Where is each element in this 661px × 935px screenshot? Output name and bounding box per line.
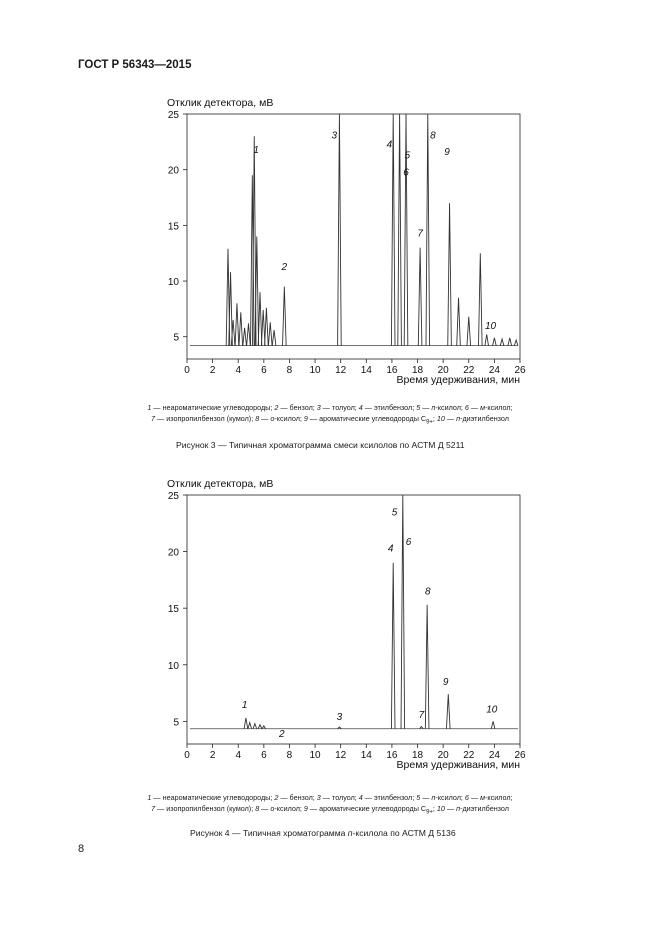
chromatogram-peak (491, 721, 495, 728)
legend-text: — (259, 804, 271, 813)
legend-text: — неароматические углеводороды; (151, 793, 275, 802)
legend-text: — (420, 403, 432, 412)
legend-text: -ксилол; (435, 403, 465, 412)
legend-number: 6 (464, 403, 469, 412)
peak-number-label: 7 (418, 709, 425, 721)
y-tick-label: 5 (173, 717, 179, 729)
peak-number-label: 9 (442, 677, 449, 689)
x-tick-label: 18 (411, 750, 424, 761)
legend-number: 8 (255, 804, 260, 813)
legend-italic: п (431, 793, 436, 802)
peak-number-label: 10 (486, 704, 498, 716)
legend-number: 10 (436, 804, 445, 813)
legend-number: 3 (316, 403, 321, 412)
chromatogram-peak (446, 694, 450, 729)
legend-italic: о (270, 414, 275, 423)
legend-text: -ксилол; (274, 804, 304, 813)
legend-italic: п (431, 403, 436, 412)
chromatogram-peak (262, 726, 266, 729)
x-axis-label: Время удерживания, мин (396, 759, 520, 771)
page-number: 8 (78, 843, 85, 855)
legend-text: -диэтилбензол (460, 414, 509, 423)
legend-italic: м (480, 793, 486, 802)
x-tick-label: 20 (437, 365, 449, 376)
legend-text: -ксилол; (485, 403, 513, 412)
legend-text: — толуол; (320, 793, 359, 802)
x-tick-label: 26 (514, 750, 526, 761)
x-tick-label: 10 (309, 750, 321, 761)
legend-text: — (444, 414, 457, 423)
peak-number-label: 2 (281, 261, 288, 273)
caption-italic: п (347, 828, 353, 838)
legend-number: 4 (358, 793, 363, 802)
legend-text: — изопропилбензол (кумол); (155, 804, 256, 813)
y-tick-label: 25 (167, 491, 179, 502)
legend-subscript: 9+ (426, 809, 433, 816)
y-axis-label: Отклик детектора, мВ (167, 97, 274, 109)
peak-number-label: 8 (430, 130, 436, 142)
peak-number-label: 5 (391, 507, 398, 519)
y-tick-label: 15 (167, 221, 179, 233)
x-tick-label: 22 (463, 750, 475, 761)
peak-number-label: 8 (425, 586, 431, 598)
x-tick-label: 10 (309, 365, 321, 376)
y-tick-label: 5 (173, 332, 179, 344)
legend-text: — толуол; (320, 403, 359, 412)
chromatogram-peak (248, 722, 252, 728)
figure-4-legend (50, 792, 610, 818)
x-tick-label: 4 (235, 750, 242, 761)
plot-frame (187, 495, 520, 744)
chromatogram-peak (425, 605, 429, 729)
peak-number-label: 6 (403, 167, 409, 179)
x-tick-label: 6 (261, 750, 267, 761)
legend-text: -ксилол; (435, 793, 465, 802)
x-tick-label: 24 (488, 750, 500, 761)
x-tick-label: 12 (335, 365, 347, 376)
x-tick-label: 2 (209, 365, 216, 376)
peak-number-label: 3 (336, 712, 343, 724)
legend-text: — этилбензол; (362, 793, 417, 802)
y-tick-label: 10 (167, 660, 179, 672)
legend-text: — (259, 414, 271, 423)
legend-number: 7 (151, 804, 156, 813)
peak-number-label: 1 (253, 144, 259, 156)
x-tick-label: 24 (488, 365, 500, 376)
legend-text: — бензол; (278, 403, 317, 412)
legend-text: — ароматические углеводороды C (307, 804, 427, 813)
legend-text: -ксилол; (485, 793, 513, 802)
legend-text: — неароматические углеводороды; (151, 403, 275, 412)
peak-number-label: 4 (386, 139, 393, 151)
x-axis-label: Время удерживания, мин (396, 374, 520, 386)
legend-number: 9 (303, 804, 308, 813)
x-tick-label: 16 (386, 750, 398, 761)
chromatogram-peak (244, 718, 248, 729)
legend-number: 8 (255, 414, 260, 423)
legend-text: — (420, 793, 432, 802)
chromatogram-peak (253, 724, 257, 729)
legend-text: -ксилол; (274, 414, 304, 423)
legend-italic: п (456, 804, 461, 813)
figure-4-caption (190, 828, 456, 838)
x-tick-label: 14 (360, 365, 372, 376)
x-tick-label: 20 (437, 750, 449, 761)
caption-text: Рисунок 4 — Типичная хроматограмма (190, 828, 348, 838)
legend-number: 2 (274, 403, 279, 412)
page-header: ГОСТ Р 56343—2015 (78, 59, 192, 71)
legend-number: 4 (358, 403, 363, 412)
chromatogram-peak (391, 563, 395, 729)
legend-number: 5 (416, 793, 421, 802)
legend-line (50, 792, 610, 803)
legend-text: — (444, 804, 457, 813)
peak-number-label: 6 (405, 536, 412, 548)
x-tick-label: 22 (463, 365, 475, 376)
legend-number: 3 (316, 793, 321, 802)
peak-number-label: 3 (331, 130, 338, 142)
y-tick-label: 20 (167, 547, 179, 559)
x-tick-label: 4 (235, 365, 242, 376)
x-tick-label: 14 (360, 750, 372, 761)
chromatogram-peak (258, 725, 262, 729)
chromatogram-peak (401, 495, 405, 729)
y-tick-label: 20 (167, 165, 179, 177)
legend-subscript: 9+ (426, 419, 433, 426)
x-tick-label: 2 (209, 750, 216, 761)
legend-text: — (468, 403, 481, 412)
peak-number-label: 10 (484, 320, 497, 332)
y-tick-label: 15 (167, 604, 179, 616)
legend-number: 7 (151, 414, 156, 423)
legend-text: ; (432, 414, 437, 423)
peak-number-label: 9 (444, 147, 450, 159)
legend-text: — изопропилбензол (кумол); (155, 414, 256, 423)
peak-number-label: 7 (417, 228, 423, 240)
legend-number: 6 (464, 793, 469, 802)
legend-text: — ароматические углеводороды C (307, 414, 427, 423)
legend-text: — бензол; (278, 793, 317, 802)
x-tick-label: 0 (184, 750, 190, 761)
peak-number-label: 4 (387, 543, 394, 555)
legend-number: 1 (147, 793, 152, 802)
y-tick-label: 25 (167, 110, 179, 121)
x-tick-label: 16 (386, 365, 398, 376)
legend-italic: м (480, 403, 486, 412)
x-tick-label: 8 (286, 750, 293, 761)
legend-text: — (468, 793, 481, 802)
x-tick-label: 18 (411, 365, 424, 376)
legend-number: 9 (303, 414, 308, 423)
figure-3-caption: Рисунок 3 — Типичная хроматограмма смеси ксилолов по АСТМ Д 5211 (176, 440, 465, 450)
x-tick-label: 12 (335, 750, 347, 761)
legend-number: 10 (436, 414, 445, 423)
legend-number: 2 (274, 793, 279, 802)
y-tick-label: 10 (167, 277, 179, 289)
legend-text: ; (432, 804, 437, 813)
legend-number: 1 (147, 403, 152, 412)
x-tick-label: 0 (184, 365, 190, 376)
legend-text: — этилбензол; (362, 403, 417, 412)
legend-number: 5 (416, 403, 421, 412)
y-axis-label: Отклик детектора, мВ (167, 478, 274, 490)
legend-text: -диэтилбензол (460, 804, 509, 813)
peak-number-label: 1 (241, 699, 248, 711)
legend-line (50, 803, 610, 818)
x-tick-label: 6 (261, 365, 267, 376)
peak-number-label: 2 (278, 729, 285, 741)
legend-italic: о (270, 804, 275, 813)
peak-number-label: 5 (404, 150, 411, 162)
x-tick-label: 8 (286, 365, 293, 376)
legend-italic: п (456, 414, 461, 423)
x-tick-label: 26 (514, 365, 526, 376)
caption-text: -ксилола по АСТМ Д 5136 (352, 828, 456, 838)
